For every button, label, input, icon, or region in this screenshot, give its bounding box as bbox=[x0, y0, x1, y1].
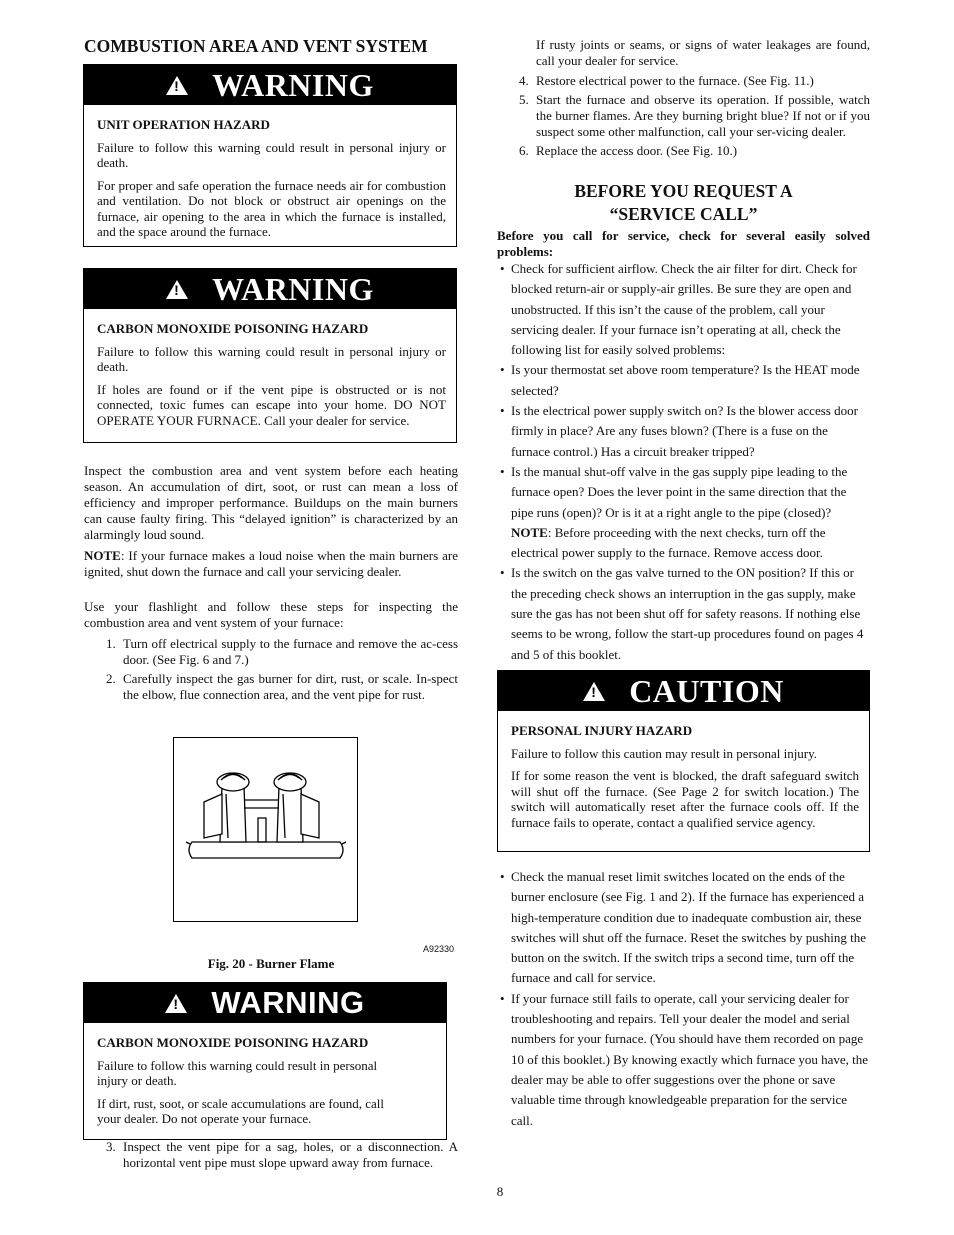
caution-box bbox=[497, 670, 870, 852]
warning-box-unit-operation bbox=[83, 64, 457, 247]
step-text: Restore electrical power to the furnace. (See Fig. 11.) bbox=[536, 73, 814, 88]
warning-label: WARNING bbox=[212, 66, 374, 103]
service-call-heading bbox=[497, 180, 870, 226]
caution-text: Failure to follow this caution may result in personal injury. bbox=[511, 745, 818, 761]
note-paragraph bbox=[84, 548, 458, 580]
figure-caption: Fig. 20 - Burner Flame bbox=[207, 956, 335, 971]
list-item: • If your furnace still fails to operate, call your servicing dealer for troubleshooting and repairs. Tell your dealer the model and serial numbers for your furnace. (You should have them recorded on page 10 of this booklet.) By knowing exactly which furnace you have, the dealer may be able to offer suggestions over the phone or save valuable time through knowledgeable preparation for the service call. bbox=[497, 989, 870, 1131]
warning-banner bbox=[84, 269, 456, 309]
figure-code: A92330 bbox=[423, 944, 455, 954]
warning-box-co-dirt bbox=[83, 982, 447, 1140]
list-item: • Is your thermostat set above room temperature? Is the HEAT mode selected? bbox=[497, 360, 870, 401]
list-item bbox=[84, 1139, 458, 1171]
warning-label: WARNING bbox=[212, 270, 374, 307]
warning-triangle-icon bbox=[166, 280, 188, 299]
page-number: 8 bbox=[496, 1184, 504, 1199]
caution-text: If for some reason the vent is blocked, the draft safeguard switch will shut off the furnace. (See Page 2 for switch location.) The switch will automatically reset after the furnace cools off. If the furnace fails to operate, contact a qualified service agency. bbox=[511, 768, 859, 830]
warning-triangle-icon bbox=[166, 76, 188, 95]
caution-banner bbox=[498, 671, 869, 711]
step-text: Start the furnace and observe its operation. If possible, watch the burner flames. Are they burning bright blue? If not or if you suspect some other malfunction, call your ser-vicing dealer. bbox=[536, 92, 870, 139]
burner-illustration bbox=[174, 738, 357, 921]
step-continuation: If rusty joints or seams, or signs of water leakages are found, call your dealer for service. bbox=[536, 37, 870, 68]
step-number: 5. bbox=[519, 92, 529, 107]
note-text: : If your furnace makes a loud noise when the main burners are ignited, shut down the furnace and call your servicing dealer. bbox=[84, 548, 458, 579]
step-number: 6. bbox=[519, 143, 529, 158]
service-heading-line: “SERVICE CALL” bbox=[609, 204, 758, 224]
section-title: COMBUSTION AREA AND VENT SYSTEM bbox=[84, 36, 428, 56]
warning-box-co-poisoning bbox=[83, 268, 457, 443]
step-text: Carefully inspect the gas burner for dirt, rust, or scale. In-spect the elbow, flue connection area, and the vent pipe for rust. bbox=[123, 671, 458, 702]
step-number: 3. bbox=[106, 1139, 116, 1154]
intro-paragraph: Inspect the combustion area and vent system before each heating season. An accumulation of dirt, soot, or rust can mean a loss of efficiency and improper performance. Buildups on the main burners can cause faulty firing. This “delayed ignition” is characterized by an alarmingly loud sound. bbox=[84, 463, 458, 542]
warning-triangle-icon bbox=[583, 682, 605, 701]
service-heading-line: BEFORE YOU REQUEST A bbox=[574, 181, 793, 201]
step-text: Replace the access door. (See Fig. 10.) bbox=[536, 143, 738, 158]
step-text: Turn off electrical supply to the furnace and remove the ac-cess door. (See Fig. 6 and 7.) bbox=[123, 636, 458, 667]
burner-flame-figure bbox=[173, 737, 358, 922]
list-item bbox=[497, 143, 870, 159]
note-paragraph bbox=[497, 523, 870, 564]
warning-text: If holes are found or if the vent pipe is obstructed or is not connected, toxic fumes can escape into your home. DO NOT OPERATE YOUR FURNACE. Call your dealer for service. bbox=[97, 381, 446, 428]
step-text: Inspect the vent pipe for a sag, holes, or a disconnection. A horizontal vent pipe must slope upward away from furnace. bbox=[123, 1139, 458, 1170]
warning-text: Failure to follow this warning could result in personal injury or death. bbox=[97, 1057, 378, 1088]
list-item: • Is the switch on the gas valve turned to the ON position? If this or the preceding check shows an interruption in the gas supply, make sure the gas has not been shut off for safety reasons. If nothing else seems to be wrong, follow the start-up procedures found on pages 4 and 5 of this booklet. bbox=[497, 563, 870, 664]
step-number: 1. bbox=[106, 636, 116, 651]
list-item: • Check for sufficient airflow. Check the air filter for dirt. Check for blocked return-air or supply-air grilles. Be sure they are open and unobstructed. If this isn’t the cause of the problem, call your servicing dealer. If your furnace isn’t operating at all, check the following list for easily solved problems: bbox=[497, 259, 870, 360]
step-number: 2. bbox=[106, 671, 116, 686]
warning-text: If dirt, rust, soot, or scale accumulations are found, call your dealer. Do not operate your furnace. bbox=[97, 1095, 384, 1126]
note-text: : Before proceeding with the next checks, turn off the electrical power supply to the furnace. Remove access door. bbox=[511, 524, 826, 561]
hazard-title: CARBON MONOXIDE POISONING HAZARD bbox=[97, 321, 369, 336]
warning-banner bbox=[84, 983, 446, 1023]
list-item: • Check the manual reset limit switches located on the ends of the burner enclosure (see Fig. 1 and 2). If the furnace has experienced a high-temperature condition due to inadequate combustion air, these switches will shut off the furnace. Reset the switches by pushing the button on the switch. If the switch trips a second time, turn off the furnace and call for service. bbox=[497, 867, 870, 989]
inspection-steps-right bbox=[497, 73, 870, 162]
list-item bbox=[84, 671, 458, 703]
hazard-title: PERSONAL INJURY HAZARD bbox=[511, 723, 693, 738]
hazard-title: CARBON MONOXIDE POISONING HAZARD bbox=[97, 1035, 369, 1050]
warning-banner bbox=[84, 65, 456, 105]
warning-text: Failure to follow this warning could result in personal injury or death. bbox=[97, 343, 446, 374]
checks-list-1 bbox=[497, 259, 870, 665]
hazard-title: UNIT OPERATION HAZARD bbox=[97, 117, 270, 132]
warning-text: For proper and safe operation the furnace needs air for combustion and ventilation. Do not block or obstruct air openings on the furnace, air opening to the area in which the furnace is installed, and the space around the furnace. bbox=[97, 177, 446, 239]
checks-list-3 bbox=[497, 867, 870, 1131]
warning-text: Failure to follow this warning could result in personal injury or death. bbox=[97, 139, 446, 170]
list-item: • Is the manual shut-off valve in the gas supply pipe leading to the furnace open? Does the lever point in the same direction that the pipe runs (open)? Or is it at a right angle to the pipe (closed)? bbox=[497, 462, 870, 523]
warning-triangle-icon bbox=[165, 994, 187, 1013]
flashlight-paragraph: Use your flashlight and follow these steps for inspecting the combustion area and vent system of your furnace: bbox=[84, 599, 458, 630]
list-item: • Is the electrical power supply switch on? Is the blower access door firmly in place? Are any fuses blown? (There is a fuse on the furnace control.) Has a circuit breaker tripped? bbox=[497, 401, 870, 462]
list-item bbox=[497, 73, 870, 89]
note-label: NOTE bbox=[511, 524, 548, 540]
inspection-steps-left bbox=[84, 636, 458, 706]
warning-label: WARNING bbox=[211, 985, 365, 1020]
service-intro: Before you call for service, check for several easily solved problems: bbox=[497, 228, 870, 259]
note-label: NOTE bbox=[84, 548, 121, 563]
inspection-step-3 bbox=[84, 1139, 458, 1174]
step-number: 4. bbox=[519, 73, 529, 88]
list-item bbox=[84, 636, 458, 668]
caution-label: CAUTION bbox=[629, 672, 784, 709]
list-item bbox=[497, 92, 870, 140]
